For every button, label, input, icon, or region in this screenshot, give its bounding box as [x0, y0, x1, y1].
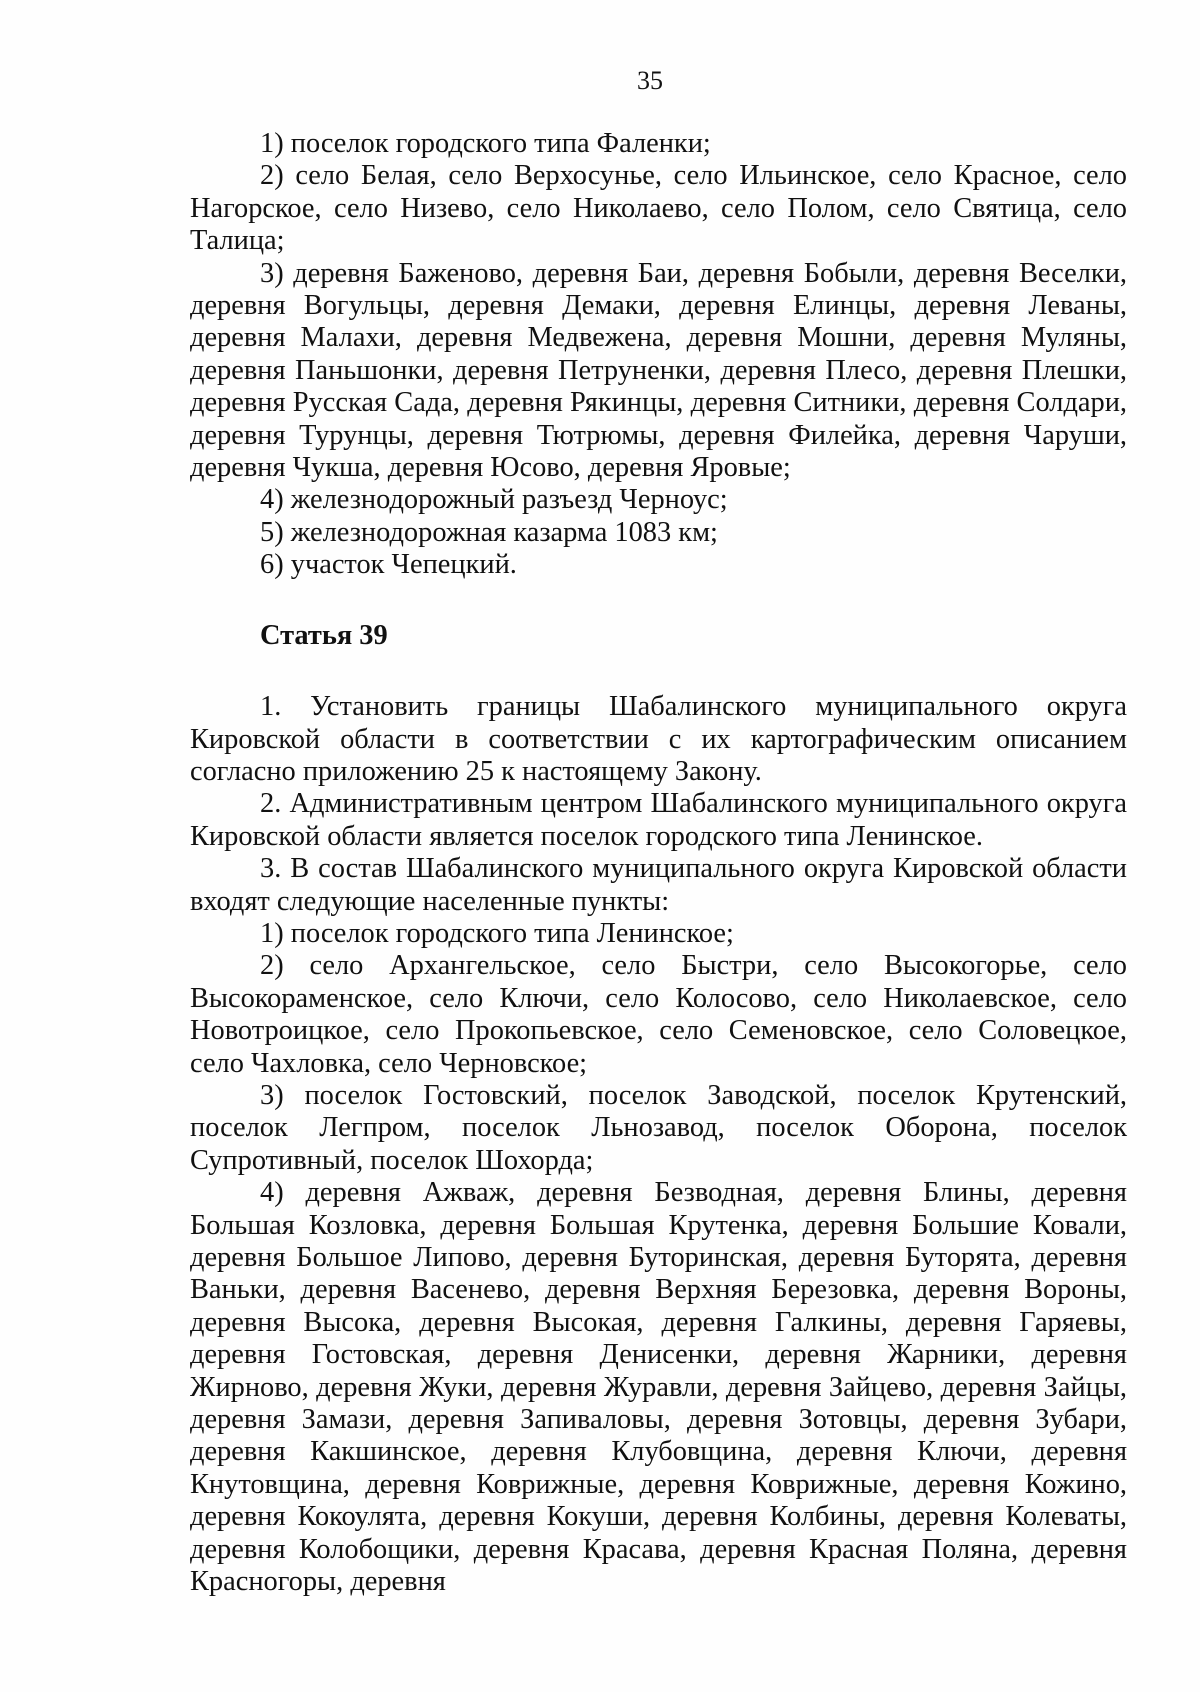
- list-item: 4) железнодорожный разъезд Черноус;: [260, 484, 728, 516]
- list-item: 2) село Белая, село Верхосунье, село Ильинское, село Красное, село Нагорское, село Низево, село Николаево, село Полом, село Святица, село Талица;: [190, 160, 1127, 257]
- article-paragraph: 2. Административным центром Шабалинского муниципального округа Кировской области является поселок городского типа Ленинское.: [190, 788, 1127, 852]
- page-number: 35: [637, 66, 663, 95]
- list-item: 4) деревня Ажваж, деревня Безводная, деревня Блины, деревня Большая Козловка, деревня Большая Крутенка, деревня Большие Ковали, деревня Большое Липово, деревня Буторинская, деревня Буторята, деревня Ваньки, деревня Васенево, деревня Верхняя Березовка, деревня Вороны, деревня Высока, деревня Высокая, деревня Галкины, деревня Гаряевы, деревня Гостовская, деревня Денисенки, деревня Жарники, деревня Жирново, деревня Жуки, деревня Журавли, деревня Зайцево, деревня Зайцы, деревня Замази, деревня Запиваловы, деревня Зотовцы, деревня Зубари, деревня Какшинское, деревня Клубовщина, деревня Ключи, деревня Кнутовщина, деревня Коврижные, деревня Коврижные, деревня Кожино, деревня Кокоулята, деревня Кокуши, деревня Колбины, деревня Колеваты, деревня Колобощики, деревня Красава, деревня Красная Поляна, деревня Красногоры, деревня: [190, 1177, 1127, 1598]
- list-item: 5) железнодорожная казарма 1083 км;: [260, 516, 718, 548]
- list-item: 6) участок Чепецкий.: [260, 549, 517, 581]
- list-item: 3) деревня Баженово, деревня Баи, деревня Бобыли, деревня Веселки, деревня Вогульцы, деревня Демаки, деревня Елинцы, деревня Леваны, деревня Малахи, деревня Медвежена, деревня Мошни, деревня Муляны, деревня Паньшонки, деревня Петруненки, деревня Плесо, деревня Плешки, деревня Русская Сада, деревня Рякинцы, деревня Ситники, деревня Солдари, деревня Турунцы, деревня Тютрюмы, деревня Филейка, деревня Чаруши, деревня Чукша, деревня Юсово, деревня Яровые;: [190, 257, 1127, 484]
- article-paragraph: 1. Установить границы Шабалинского муниципального округа Кировской области в соответствии с их картографическим описанием согласно приложению 25 к настоящему Закону.: [190, 691, 1127, 787]
- article-heading: Статья 39: [260, 619, 388, 651]
- article-paragraph: 3. В состав Шабалинского муниципального округа Кировской области входят следующие населенные пункты:: [190, 853, 1127, 917]
- list-item: 3) поселок Гостовский, поселок Заводской, поселок Крутенский, поселок Легпром, поселок Льнозавод, поселок Оборона, поселок Супротивный, поселок Шохорда;: [190, 1079, 1127, 1176]
- list-item: 1) поселок городского типа Ленинское;: [260, 917, 734, 949]
- list-item: 1) поселок городского типа Фаленки;: [260, 128, 711, 159]
- list-item: 2) село Архангельское, село Быстри, село Высокогорье, село Высокораменское, село Ключи, село Колосово, село Николаевское, село Новотроицкое, село Прокопьевское, село Семеновское, село Соловецкое, село Чахловка, село Черновское;: [190, 950, 1127, 1079]
- document-body: [190, 128, 1127, 1598]
